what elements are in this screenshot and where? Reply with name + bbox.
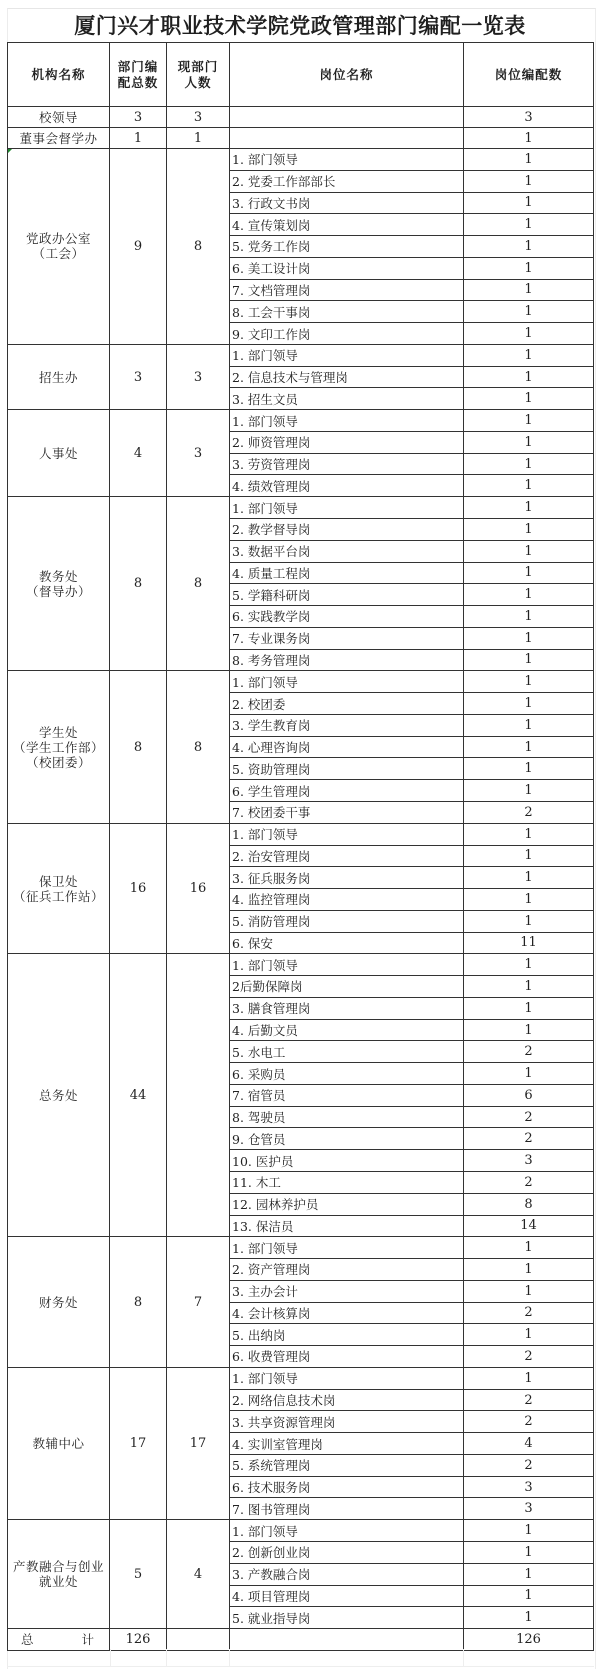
position-name-cell[interactable]: 3. 劳资管理岗: [230, 453, 464, 475]
position-count-cell[interactable]: 1: [464, 910, 594, 932]
position-name-cell[interactable]: 7. 图书管理岗: [230, 1498, 464, 1520]
org-name-line: （工会）: [32, 246, 85, 262]
position-count-cell[interactable]: 1: [464, 1367, 594, 1389]
position-count-cell[interactable]: 3: [464, 1150, 594, 1172]
position-name-cell[interactable]: 4. 心理咨询岗: [230, 736, 464, 758]
table-row: [8, 497, 594, 519]
dept-current-cell[interactable]: 3: [167, 344, 230, 409]
position-count-cell[interactable]: 2: [464, 1041, 594, 1063]
position-count-cell[interactable]: 1: [464, 214, 594, 236]
page-title: 厦门兴才职业技术学院党政管理部门编配一览表: [74, 13, 526, 38]
position-name-cell[interactable]: 3. 招生文员: [230, 388, 464, 410]
org-name-line: 产教融合与创业: [12, 1559, 104, 1575]
position-name-cell[interactable]: 2. 资产管理岗: [230, 1259, 464, 1281]
position-name-cell[interactable]: 11. 木工: [230, 1171, 464, 1193]
staffing-table: [7, 42, 594, 1651]
position-count-cell[interactable]: 3: [464, 1476, 594, 1498]
comment-marker-icon: [8, 149, 12, 153]
position-name-cell[interactable]: 1. 部门领导: [230, 823, 464, 845]
position-name-cell[interactable]: 8. 驾驶员: [230, 1106, 464, 1128]
org-name-line: 人事处: [38, 445, 78, 461]
position-name-cell[interactable]: 4. 会计核算岗: [230, 1302, 464, 1324]
position-name-cell[interactable]: 3. 产教融合岗: [230, 1563, 464, 1585]
position-count-cell[interactable]: 8: [464, 1193, 594, 1215]
header-current-line-2: 人数: [184, 74, 212, 90]
position-name-cell[interactable]: 6. 采购员: [230, 1063, 464, 1085]
position-name-cell[interactable]: 2. 网络信息技术岗: [230, 1389, 464, 1411]
org-name-line: 教辅中心: [32, 1436, 85, 1452]
position-name-cell[interactable]: 4. 宣传策划岗: [230, 214, 464, 236]
position-name-cell[interactable]: 3. 共享资源管理岗: [230, 1411, 464, 1433]
position-name-cell[interactable]: 8. 工会干事岗: [230, 301, 464, 323]
position-name-cell[interactable]: 1. 部门领导: [230, 1367, 464, 1389]
position-name-cell[interactable]: 7. 专业课务岗: [230, 627, 464, 649]
position-count-cell[interactable]: 1: [464, 1280, 594, 1302]
position-count-cell[interactable]: 2: [464, 1454, 594, 1476]
position-count-cell[interactable]: 2: [464, 1389, 594, 1411]
position-count-cell[interactable]: 11: [464, 932, 594, 954]
org-name-cell[interactable]: [8, 1520, 110, 1629]
position-name-cell[interactable]: 6. 美工设计岗: [230, 257, 464, 279]
org-name-cell[interactable]: [8, 344, 110, 409]
dept-quota-cell[interactable]: 3: [110, 107, 167, 128]
position-name-cell[interactable]: 9. 文印工作岗: [230, 323, 464, 345]
position-count-cell[interactable]: 1: [464, 671, 594, 693]
dept-quota-cell[interactable]: 5: [110, 1520, 167, 1629]
position-name-cell[interactable]: 1. 部门领导: [230, 149, 464, 171]
position-name-cell[interactable]: 12. 园林养护员: [230, 1193, 464, 1215]
position-count-cell[interactable]: 1: [464, 128, 594, 149]
position-name-cell[interactable]: 5. 学籍科研岗: [230, 584, 464, 606]
position-name-cell[interactable]: 2后勤保障岗: [230, 976, 464, 998]
position-name-cell[interactable]: 6. 保安: [230, 932, 464, 954]
position-name-cell[interactable]: 5. 资助管理岗: [230, 758, 464, 780]
position-count-cell[interactable]: 1: [464, 170, 594, 192]
position-count-cell[interactable]: 14: [464, 1215, 594, 1237]
org-name-line: （征兵工作站）: [12, 888, 104, 904]
position-name-cell[interactable]: 6. 技术服务岗: [230, 1476, 464, 1498]
position-count-cell[interactable]: 2: [464, 1302, 594, 1324]
position-count-cell[interactable]: 1: [464, 1019, 594, 1041]
position-count-cell[interactable]: 1: [464, 410, 594, 432]
position-count-cell[interactable]: 1: [464, 192, 594, 214]
position-count-cell[interactable]: 1: [464, 606, 594, 628]
header-quota-line-2: 配总数: [117, 74, 159, 90]
table-row: [8, 1367, 594, 1389]
header-org: 机构名称: [8, 43, 110, 107]
position-count-cell[interactable]: 1: [464, 540, 594, 562]
position-count-cell[interactable]: 2: [464, 1346, 594, 1368]
dept-current-cell[interactable]: 4: [167, 1520, 230, 1629]
dept-quota-cell[interactable]: 17: [110, 1367, 167, 1519]
position-name-cell[interactable]: 2. 信息技术与管理岗: [230, 366, 464, 388]
position-count-cell[interactable]: 1: [464, 997, 594, 1019]
dept-quota-cell[interactable]: 8: [110, 1237, 167, 1368]
dept-quota-cell[interactable]: 3: [110, 344, 167, 409]
position-name-cell[interactable]: 13. 保洁员: [230, 1215, 464, 1237]
total-label[interactable]: [8, 1629, 110, 1651]
dept-current-cell[interactable]: 1: [167, 128, 230, 149]
dept-current-cell[interactable]: 8: [167, 497, 230, 671]
position-name-cell[interactable]: [230, 128, 464, 149]
position-name-cell[interactable]: 5. 就业指导岗: [230, 1607, 464, 1629]
org-name-line: 校领导: [38, 109, 78, 125]
position-name-cell[interactable]: 3. 征兵服务岗: [230, 867, 464, 889]
position-name-cell[interactable]: 4. 绩效管理岗: [230, 475, 464, 497]
position-name-cell[interactable]: 4. 实训室管理岗: [230, 1433, 464, 1455]
dept-quota-cell[interactable]: 4: [110, 410, 167, 497]
position-count-cell[interactable]: 2: [464, 1411, 594, 1433]
position-count-cell[interactable]: 1: [464, 867, 594, 889]
position-count-cell[interactable]: 1: [464, 344, 594, 366]
position-count-cell[interactable]: 1: [464, 257, 594, 279]
position-count-cell[interactable]: 1: [464, 758, 594, 780]
org-name-cell[interactable]: [8, 1237, 110, 1368]
position-name-cell[interactable]: 6. 学生管理岗: [230, 780, 464, 802]
org-name-cell[interactable]: [8, 1367, 110, 1519]
position-count-cell[interactable]: 1: [464, 562, 594, 584]
position-count-cell[interactable]: 1: [464, 323, 594, 345]
position-count-cell[interactable]: 1: [464, 1259, 594, 1281]
position-count-cell[interactable]: 2: [464, 1128, 594, 1150]
position-name-cell[interactable]: 3. 膳食管理岗: [230, 997, 464, 1019]
position-count-cell[interactable]: 1: [464, 649, 594, 671]
position-name-cell[interactable]: 1. 部门领导: [230, 497, 464, 519]
org-name-cell[interactable]: [8, 823, 110, 954]
org-name-line: 保卫处: [38, 873, 78, 889]
position-count-cell[interactable]: 1: [464, 1063, 594, 1085]
position-name-cell[interactable]: 1. 部门领导: [230, 1520, 464, 1542]
header-position-quota: 岗位编配数: [464, 43, 594, 107]
dept-quota-cell[interactable]: 44: [110, 954, 167, 1237]
position-count-cell[interactable]: 4: [464, 1433, 594, 1455]
header-position: 岗位名称: [230, 43, 464, 107]
position-count-cell[interactable]: 1: [464, 1520, 594, 1542]
position-name-cell[interactable]: 2. 党委工作部部长: [230, 170, 464, 192]
position-count-cell[interactable]: 1: [464, 236, 594, 258]
table-row: [8, 107, 594, 128]
position-count-cell[interactable]: 1: [464, 431, 594, 453]
total-quota[interactable]: 126: [110, 1629, 167, 1651]
org-name-line: （学生工作部）: [12, 739, 104, 755]
org-name-cell[interactable]: [8, 671, 110, 823]
position-count-cell[interactable]: 1: [464, 149, 594, 171]
position-count-cell[interactable]: 1: [464, 388, 594, 410]
header-quota: [110, 43, 167, 107]
table-row: [8, 128, 594, 149]
position-name-cell[interactable]: 2. 教学督导岗: [230, 519, 464, 541]
position-name-cell[interactable]: 2. 治安管理岗: [230, 845, 464, 867]
position-name-cell[interactable]: 3. 行政文书岗: [230, 192, 464, 214]
position-name-cell[interactable]: 1. 部门领导: [230, 410, 464, 432]
position-name-cell[interactable]: 1. 部门领导: [230, 344, 464, 366]
table-row: [8, 344, 594, 366]
position-count-cell[interactable]: 1: [464, 1585, 594, 1607]
table-row: [8, 954, 594, 976]
org-name-line: 财务处: [38, 1294, 78, 1310]
total-label-part-1: 总: [20, 1632, 36, 1648]
position-count-cell[interactable]: 1: [464, 845, 594, 867]
position-count-cell[interactable]: 1: [464, 519, 594, 541]
dept-quota-cell[interactable]: 16: [110, 823, 167, 954]
position-count-cell[interactable]: 1: [464, 279, 594, 301]
position-name-cell[interactable]: 2. 师资管理岗: [230, 431, 464, 453]
position-name-cell[interactable]: 6. 实践教学岗: [230, 606, 464, 628]
position-count-cell[interactable]: 1: [464, 780, 594, 802]
position-count-cell[interactable]: 3: [464, 1498, 594, 1520]
position-name-cell[interactable]: 4. 监控管理岗: [230, 889, 464, 911]
dept-current-cell[interactable]: 7: [167, 1237, 230, 1368]
position-name-cell[interactable]: [230, 107, 464, 128]
org-name-cell[interactable]: [8, 149, 110, 345]
position-count-cell[interactable]: 1: [464, 475, 594, 497]
position-count-cell[interactable]: 1: [464, 1607, 594, 1629]
position-count-cell[interactable]: 1: [464, 736, 594, 758]
org-name-line: （督导办）: [25, 583, 91, 599]
position-count-cell[interactable]: 1: [464, 366, 594, 388]
position-name-cell[interactable]: 9. 仓管员: [230, 1128, 464, 1150]
position-name-cell[interactable]: 3. 数据平台岗: [230, 540, 464, 562]
position-count-cell[interactable]: 6: [464, 1084, 594, 1106]
position-count-cell[interactable]: 1: [464, 1542, 594, 1564]
position-count-cell[interactable]: 2: [464, 801, 594, 823]
table-row: [8, 823, 594, 845]
total-row: [8, 1629, 594, 1651]
org-name-line: 党政办公室: [25, 231, 91, 247]
position-count-cell[interactable]: 1: [464, 823, 594, 845]
dept-quota-cell[interactable]: 1: [110, 128, 167, 149]
position-name-cell[interactable]: 10. 医护员: [230, 1150, 464, 1172]
table-row: [8, 149, 594, 171]
position-name-cell[interactable]: 5. 系统管理岗: [230, 1454, 464, 1476]
org-name-line: 总务处: [38, 1087, 78, 1103]
table-row: [8, 410, 594, 432]
org-name-cell[interactable]: [8, 107, 110, 128]
position-count-cell[interactable]: 1: [464, 976, 594, 998]
total-current[interactable]: [167, 1629, 230, 1651]
position-name-cell[interactable]: 5. 党务工作岗: [230, 236, 464, 258]
position-name-cell[interactable]: 2. 创新创业岗: [230, 1542, 464, 1564]
position-name-cell[interactable]: 5. 消防管理岗: [230, 910, 464, 932]
position-count-cell[interactable]: 2: [464, 1106, 594, 1128]
position-name-cell[interactable]: 4. 质量工程岗: [230, 562, 464, 584]
position-count-cell[interactable]: 1: [464, 301, 594, 323]
position-count-cell[interactable]: 2: [464, 1171, 594, 1193]
position-name-cell[interactable]: 5. 水电工: [230, 1041, 464, 1063]
position-name-cell[interactable]: 4. 后勤文员: [230, 1019, 464, 1041]
org-name-line: 教务处: [38, 568, 78, 584]
position-name-cell[interactable]: 7. 宿管员: [230, 1084, 464, 1106]
position-name-cell[interactable]: 3. 主办会计: [230, 1280, 464, 1302]
position-count-cell[interactable]: 1: [464, 693, 594, 715]
org-name-line: 就业处: [38, 1574, 78, 1590]
position-name-cell[interactable]: 1. 部门领导: [230, 671, 464, 693]
org-name-cell[interactable]: [8, 497, 110, 671]
dept-current-cell[interactable]: 3: [167, 410, 230, 497]
position-name-cell[interactable]: 1. 部门领导: [230, 1237, 464, 1259]
table-row: [8, 1520, 594, 1542]
table-row: [8, 1237, 594, 1259]
dept-quota-cell[interactable]: 8: [110, 497, 167, 671]
position-name-cell[interactable]: 3. 学生教育岗: [230, 714, 464, 736]
dept-current-cell[interactable]: [167, 954, 230, 1237]
header-current-line-1: 现部门: [177, 58, 219, 74]
position-count-cell[interactable]: 1: [464, 627, 594, 649]
position-count-cell[interactable]: 1: [464, 1237, 594, 1259]
dept-current-cell[interactable]: 3: [167, 107, 230, 128]
dept-current-cell[interactable]: 17: [167, 1367, 230, 1519]
org-name-cell[interactable]: [8, 128, 110, 149]
empty-grid-row: [7, 1649, 594, 1667]
position-name-cell[interactable]: 7. 文档管理岗: [230, 279, 464, 301]
org-name-line: 董事会督学办: [19, 130, 98, 146]
dept-quota-cell[interactable]: 8: [110, 671, 167, 823]
position-count-cell[interactable]: 1: [464, 1324, 594, 1346]
position-count-cell[interactable]: 1: [464, 453, 594, 475]
total-position-quota[interactable]: 126: [464, 1629, 594, 1651]
header-current: [167, 43, 230, 107]
dept-quota-cell[interactable]: 9: [110, 149, 167, 345]
position-name-cell[interactable]: 5. 出纳岗: [230, 1324, 464, 1346]
position-name-cell[interactable]: 7. 校团委干事: [230, 801, 464, 823]
position-name-cell[interactable]: 2. 校团委: [230, 693, 464, 715]
total-label-part-2: 计: [81, 1632, 97, 1648]
org-name-cell[interactable]: [8, 954, 110, 1237]
position-count-cell[interactable]: 1: [464, 1563, 594, 1585]
position-count-cell[interactable]: 1: [464, 497, 594, 519]
position-count-cell[interactable]: 1: [464, 889, 594, 911]
org-name-line: 招生办: [38, 369, 78, 385]
position-name-cell[interactable]: 6. 收费管理岗: [230, 1346, 464, 1368]
org-name-line: 学生处: [38, 724, 78, 740]
position-count-cell[interactable]: 1: [464, 714, 594, 736]
table-row: [8, 671, 594, 693]
org-name-line: （校团委）: [25, 754, 91, 770]
dept-current-cell[interactable]: 8: [167, 149, 230, 345]
position-count-cell[interactable]: 1: [464, 954, 594, 976]
dept-current-cell[interactable]: 16: [167, 823, 230, 954]
position-name-cell[interactable]: 1. 部门领导: [230, 954, 464, 976]
header-quota-line-1: 部门编: [117, 58, 159, 74]
total-position[interactable]: [230, 1629, 464, 1651]
table-body: [8, 107, 594, 1629]
position-count-cell[interactable]: 3: [464, 107, 594, 128]
position-name-cell[interactable]: 8. 考务管理岗: [230, 649, 464, 671]
position-name-cell[interactable]: 4. 项目管理岗: [230, 1585, 464, 1607]
position-count-cell[interactable]: 1: [464, 584, 594, 606]
org-name-cell[interactable]: [8, 410, 110, 497]
dept-current-cell[interactable]: 8: [167, 671, 230, 823]
header-row: [8, 43, 594, 107]
